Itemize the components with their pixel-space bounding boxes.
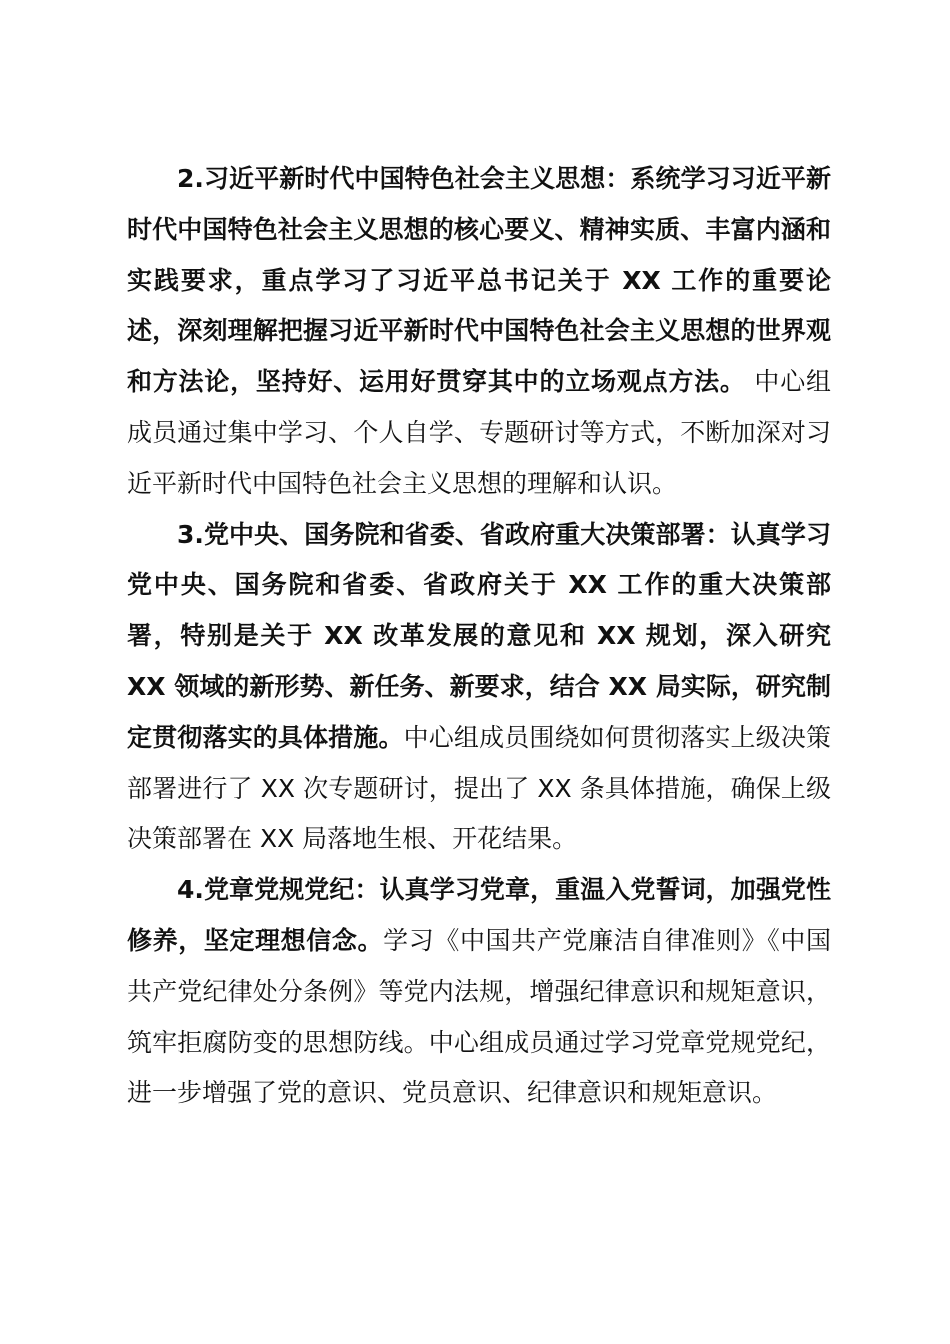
paragraph-2-heading: 2.习近平新时代中国特色社会主义思想：系统学习习近平新时代中国特色社会主义思想的核心要义、精神实质、丰富内涵和实践要求，重点学习了习近平总书记关于 XX 工作的重要论述，深刻理解把握习近平新时代中国特色社会主义思想的世界观和方法论，坚持好、运用好贯穿其中的立场观点方法。 [127, 164, 831, 397]
document-body [127, 154, 831, 1119]
paragraph-4-heading: 4.党章党规党纪：认真学习党章，重温入党誓词，加强党性修养，坚定理想信念。 [127, 875, 831, 955]
paragraph-2 [127, 154, 831, 510]
paragraph-3 [127, 510, 831, 866]
paragraph-4 [127, 865, 831, 1119]
paragraph-2-body: 中心组成员通过集中学习、个人自学、专题研讨等方式，不断加深对习近平新时代中国特色社会主义思想的理解和认识。 [127, 367, 831, 498]
paragraph-3-body: 中心组成员围绕如何贯彻落实上级决策部署进行了 XX 次专题研讨，提出了 XX 条具体措施，确保上级决策部署在 XX 局落地生根、开花结果。 [127, 722, 831, 854]
paragraph-4-body: 学习《中国共产党廉洁自律准则》《中国共产党纪律处分条例》等党内法规，增强纪律意识和规矩意识，筑牢拒腐防变的思想防线。中心组成员通过学习党章党规党纪，进一步增强了党的意识、党员意识、纪律意识和规矩意识。 [127, 925, 831, 1108]
paragraph-3-heading: 3.党中央、国务院和省委、省政府重大决策部署：认真学习党中央、国务院和省委、省政府关于 XX 工作的重大决策部署，特别是关于 XX 改革发展的意见和 XX 规划，深入研究 XX 领域的新形势、新任务、新要求，结合 XX 局实际，研究制定贯彻落实的具体措施。 [127, 519, 831, 752]
